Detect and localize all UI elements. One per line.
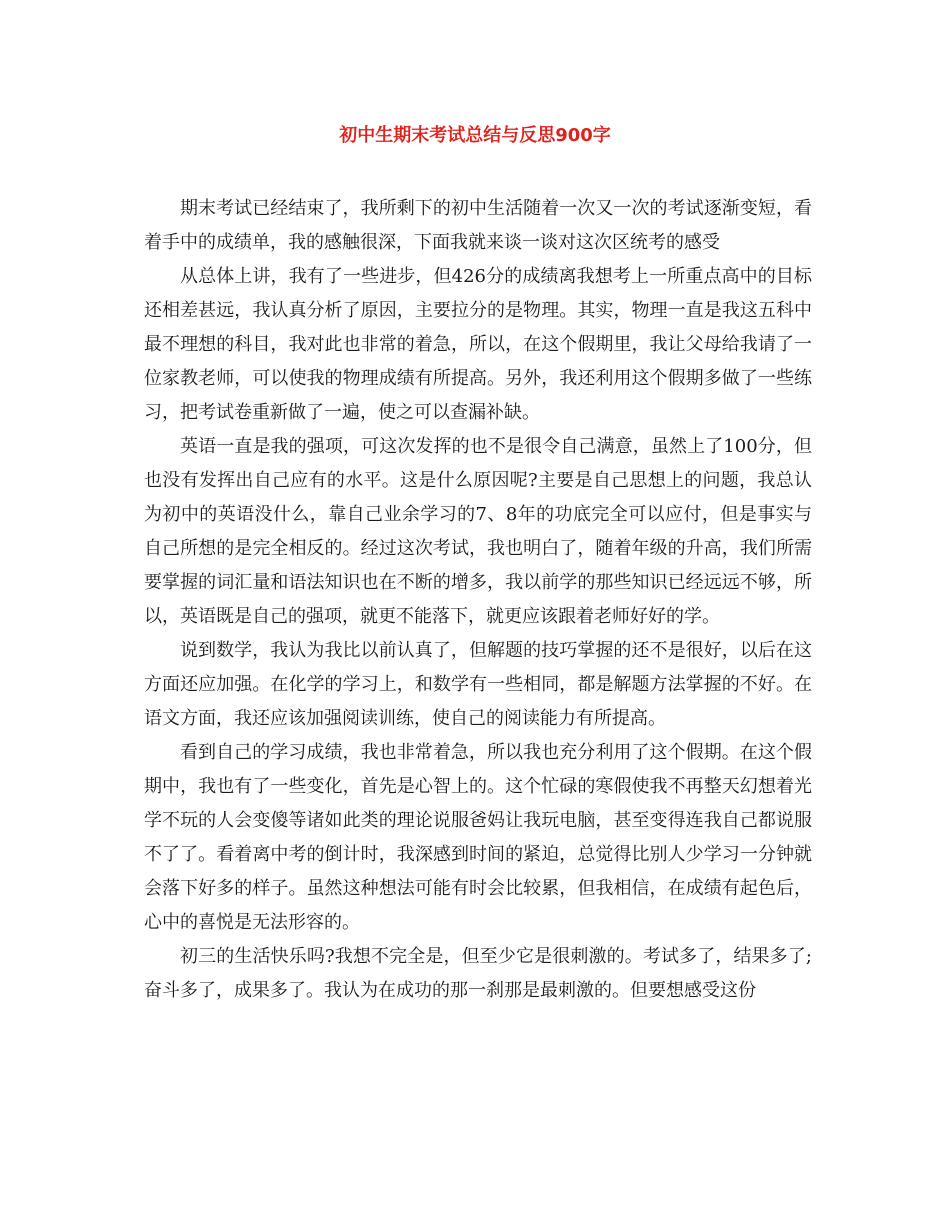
paragraph-3: 英语一直是我的强项，可这次发挥的也不是很令自己满意，虽然上了100分，但也没有发挥出自己应有的水平。这是什么原因呢?主要是自己思想上的问题，我总认为初中的英语没什么，靠自己业余学习的7、8年的功底完全可以应付，但是事实与自己所想的是完全相反的。经过这次考试，我也明白了，随着年级的升高，我们所需要掌握的词汇量和语法知识也在不断的增多，我以前学的那些知识已经远远不够，所以，英语既是自己的强项，就更不能落下，就更应该跟着老师好好的学。 <box>144 436 812 627</box>
document-body <box>144 192 812 1008</box>
paragraph-1: 期末考试已经结束了，我所剩下的初中生活随着一次又一次的考试逐渐变短，看着手中的成绩单，我的感触很深，下面我就来谈一谈对这次区统考的感受 <box>144 198 812 253</box>
paragraph-2: 从总体上讲，我有了一些进步，但426分的成绩离我想考上一所重点高中的目标还相差甚远，我认真分析了原因，主要拉分的是物理。其实，物理一直是我这五科中最不理想的科目，我对此也非常的着急，所以，在这个假期里，我让父母给我请了一位家教老师，可以使我的物理成绩有所提高。另外，我还利用这个假期多做了一些练习，把考试卷重新做了一遍，使之可以查漏补缺。 <box>144 266 812 423</box>
document-title: 初中生期末考试总结与反思900字 <box>339 125 611 146</box>
paragraph-4: 说到数学，我认为我比以前认真了，但解题的技巧掌握的还不是很好，以后在这方面还应加强。在化学的学习上，和数学有一些相同，都是解题方法掌握的不好。在语文方面，我还应该加强阅读训练，使自己的阅读能力有所提高。 <box>144 640 812 729</box>
paragraph-6: 初三的生活快乐吗?我想不完全是，但至少它是很刺激的。考试多了，结果多了;奋斗多了，成果多了。我认为在成功的那一刹那是最刺激的。但要想感受这份 <box>144 946 812 1001</box>
paragraph-5: 看到自己的学习成绩，我也非常着急，所以我也充分利用了这个假期。在这个假期中，我也有了一些变化，首先是心智上的。这个忙碌的寒假使我不再整天幻想着光学不玩的人会变傻等诸如此类的理论说服爸妈让我玩电脑，甚至变得连我自己都说服不了了。看着离中考的倒计时，我深感到时间的紧迫，总觉得比别人少学习一分钟就会落下好多的样子。虽然这种想法可能有时会比较累，但我相信，在成绩有起色后，心中的喜悦是无法形容的。 <box>144 742 812 933</box>
